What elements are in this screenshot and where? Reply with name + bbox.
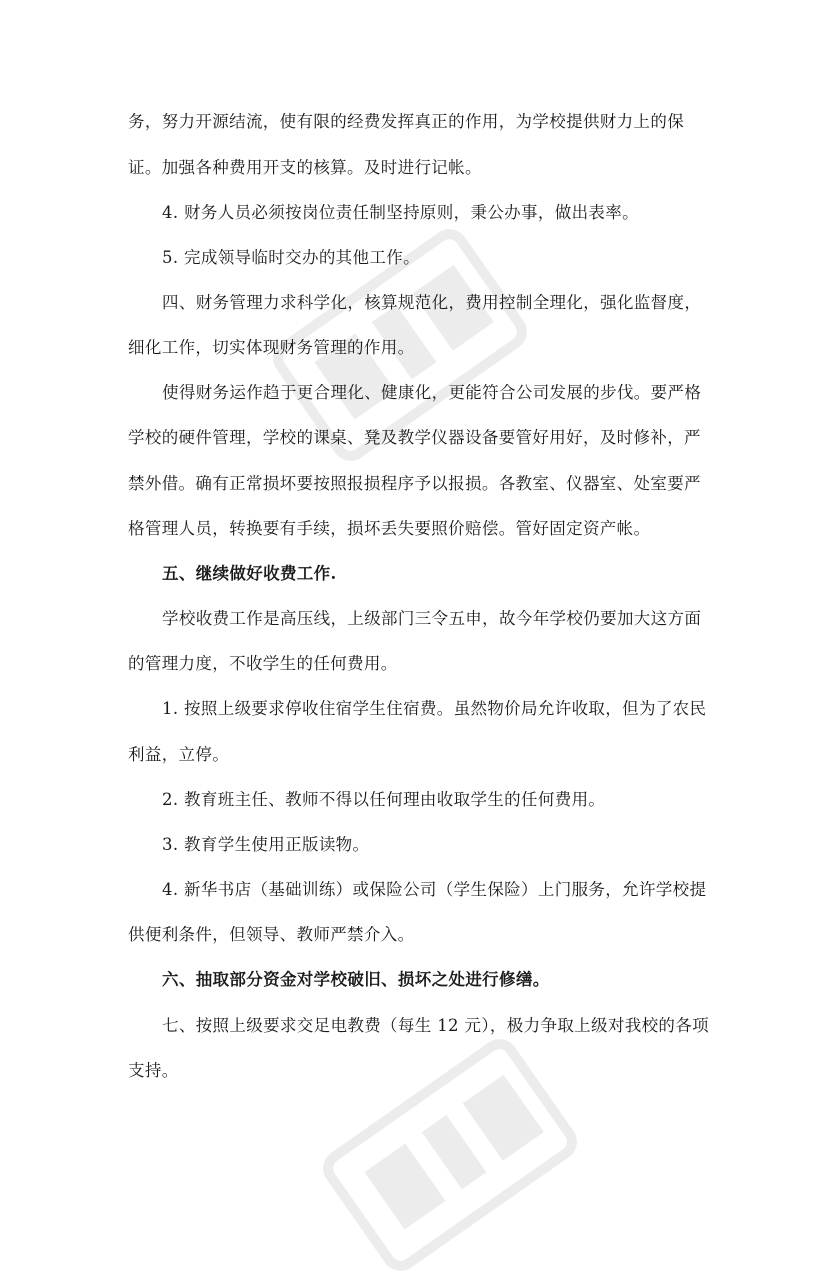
paragraph-line: 的管理力度，不收学生的任何费用。 bbox=[128, 654, 398, 673]
list-item: 4. 新华书店（基础训练）或保险公司（学生保险）上门服务，允许学校提 bbox=[162, 880, 707, 899]
list-item: 3. 教育学生使用正版读物。 bbox=[162, 835, 370, 854]
list-item: 2. 教育班主任、教师不得以任何理由收取学生的任何费用。 bbox=[162, 790, 606, 809]
paragraph-line: 学校的硬件管理，学校的课桌、凳及教学仪器设备要管好用好，及时修补，严 bbox=[128, 428, 701, 447]
paragraph-line: 四、财务管理力求科学化，核算规范化，费用控制全理化，强化监督度， bbox=[162, 293, 702, 312]
section-heading: 六、抽取部分资金对学校破旧、损坏之处进行修缮。 bbox=[162, 970, 550, 989]
paragraph-line: 供便利条件，但领导、教师严禁介入。 bbox=[128, 925, 415, 944]
paragraph-line: 学校收费工作是高压线，上级部门三令五申，故今年学校仍要加大这方面 bbox=[162, 609, 702, 628]
paragraph-line: 务，努力开源结流，使有限的经费发挥真正的作用，为学校提供财力上的保 bbox=[128, 112, 685, 131]
paragraph-line: 证。加强各种费用开支的核算。及时进行记帐。 bbox=[128, 158, 482, 177]
paragraph-line: 七、按照上级要求交足电教费（每生 12 元），极力争取上级对我校的各项 bbox=[162, 1016, 709, 1035]
list-item: 1. 按照上级要求停收住宿学生住宿费。虽然物价局允许收取，但为了农民 bbox=[162, 699, 707, 718]
paragraph-line: 使得财务运作趋于更合理化、健康化，更能符合公司发展的步伐。要严格 bbox=[162, 383, 702, 402]
paragraph-line: 格管理人员，转换要有手续，损坏丢失要照价赔偿。管好固定资产帐。 bbox=[128, 519, 651, 538]
list-item: 5. 完成领导临时交办的其他工作。 bbox=[162, 248, 420, 267]
paragraph-line: 支持。 bbox=[128, 1061, 179, 1080]
paragraph-line: 利益，立停。 bbox=[128, 745, 230, 764]
watermark-logo-bottom bbox=[309, 1025, 592, 1285]
paragraph-line: 细化工作，切实体现财务管理的作用。 bbox=[128, 338, 415, 357]
paragraph-line: 禁外借。确有正常损坏要按照报损程序予以报损。各教室、仪器室、处室要严 bbox=[128, 474, 701, 493]
section-heading: 五、继续做好收费工作. bbox=[162, 564, 337, 583]
list-item: 4. 财务人员必须按岗位责任制坚持原则，秉公办事，做出表率。 bbox=[162, 203, 639, 222]
